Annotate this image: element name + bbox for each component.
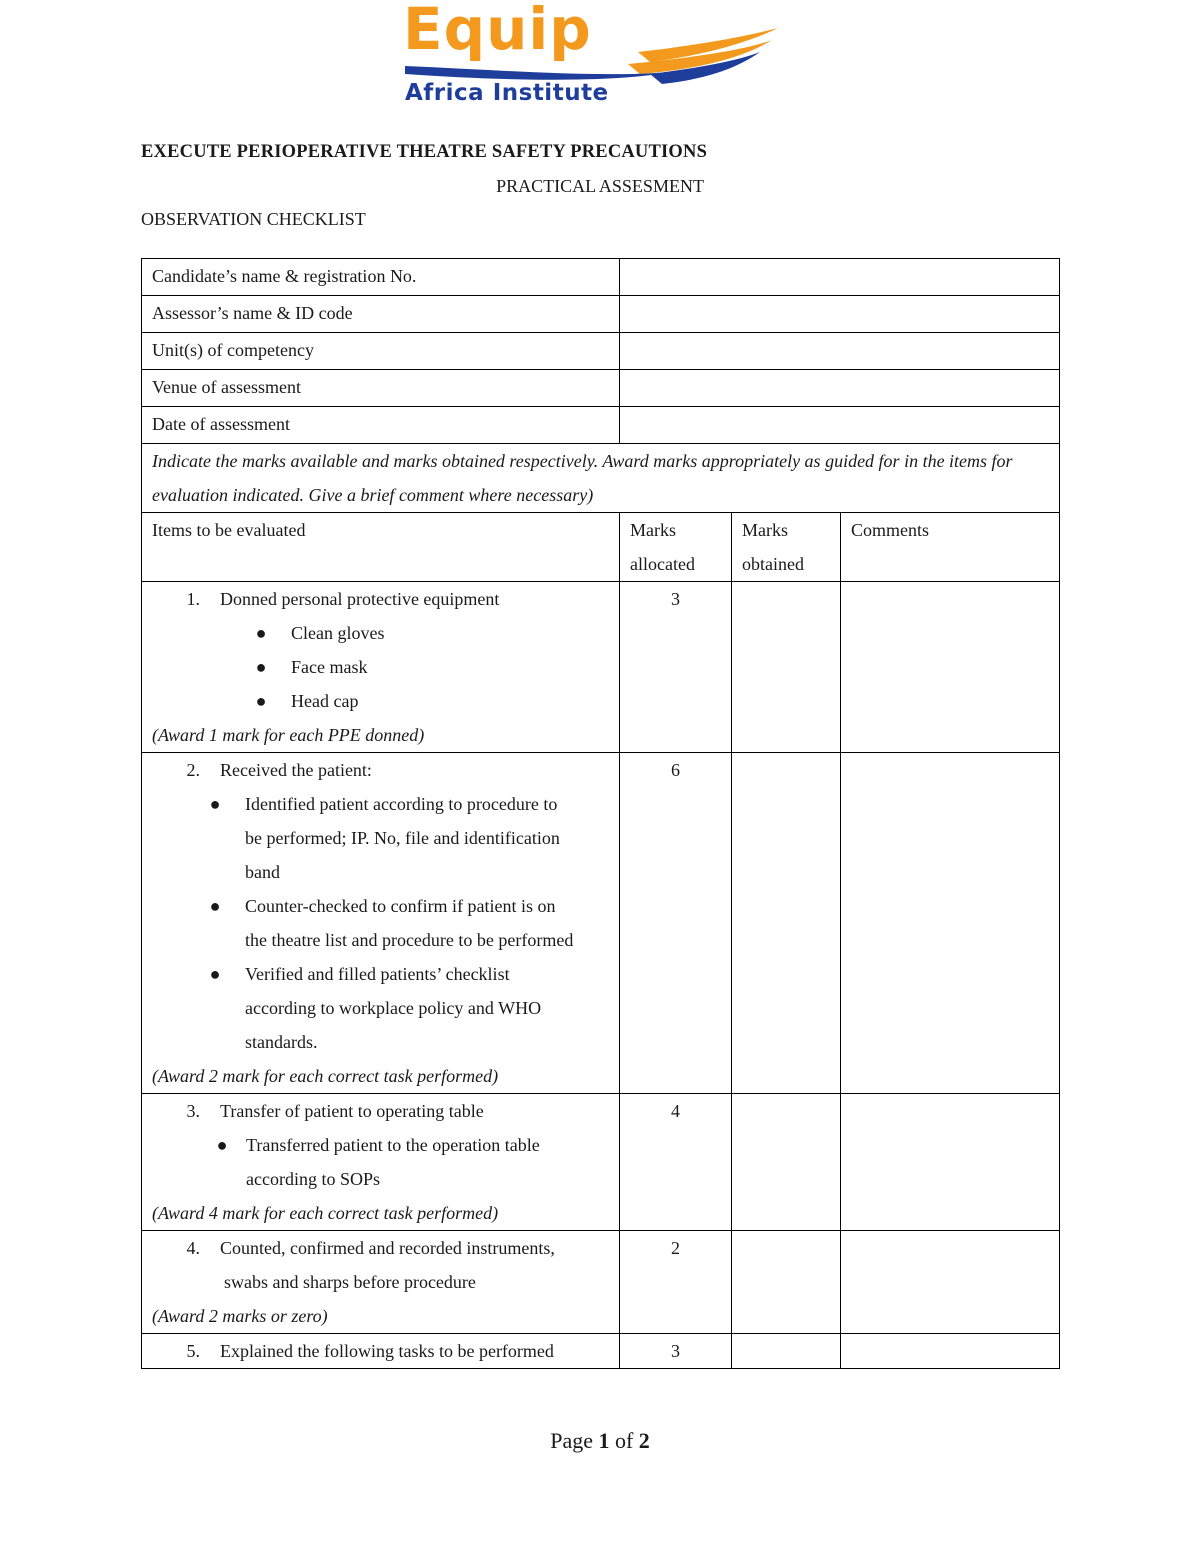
comments-cell[interactable] [841, 1231, 1060, 1334]
marks-obtained-cell[interactable] [732, 582, 841, 753]
bullet-text: standards. [245, 1032, 318, 1052]
item-number: 2. [186, 760, 200, 780]
marks-obtained-cell[interactable] [732, 1231, 841, 1334]
bullet-text: according to workplace policy and WHO [245, 998, 542, 1018]
header-allocated-line2: allocated [630, 554, 695, 574]
header-allocated-line1: Marks [630, 520, 676, 540]
bullet-icon: ● [216, 1135, 228, 1155]
bullet-icon: ● [209, 964, 221, 984]
marks-allocated-cell: 3 [620, 582, 732, 753]
bullet-icon: ● [255, 691, 267, 711]
item-row [142, 1231, 1060, 1334]
info-value-field[interactable] [620, 259, 1060, 296]
header-row [142, 513, 1060, 582]
item-row [142, 753, 1060, 1094]
item-description [142, 582, 620, 753]
item-title: Transfer of patient to operating table [220, 1101, 484, 1121]
marks-allocated-cell: 4 [620, 1094, 732, 1231]
info-value-field[interactable] [620, 370, 1060, 407]
bullet-text: Head cap [291, 691, 359, 711]
info-label: Venue of assessment [142, 370, 620, 407]
item-number: 4. [186, 1238, 200, 1258]
item-description [142, 1334, 620, 1369]
item-title: Explained the following tasks to be performed [220, 1341, 554, 1361]
award-note: (Award 2 marks or zero) [152, 1306, 328, 1326]
logo-subtitle: Africa Institute [405, 80, 609, 106]
bullet-text: Identified patient according to procedure to [245, 794, 558, 814]
item-title-continued: swabs and sharps before procedure [224, 1272, 476, 1292]
equip-logo [400, 0, 780, 106]
info-row-venue [142, 370, 1060, 407]
bullet-text: be performed; IP. No, file and identification [245, 828, 560, 848]
item-title: Received the patient: [220, 760, 372, 780]
page-total: 2 [638, 1428, 650, 1453]
header-items: Items to be evaluated [142, 513, 620, 582]
item-description [142, 1231, 620, 1334]
observation-checklist-table [141, 258, 1060, 1369]
page-number: 1 [598, 1428, 610, 1453]
award-note: (Award 1 mark for each PPE donned) [152, 725, 425, 745]
item-number: 5. [186, 1341, 200, 1361]
comments-cell[interactable] [841, 1334, 1060, 1369]
header-obtained-line2: obtained [742, 554, 804, 574]
bullet-text: the theatre list and procedure to be performed [245, 930, 574, 950]
item-number: 3. [186, 1101, 200, 1121]
item-description [142, 1094, 620, 1231]
item-number: 1. [186, 589, 200, 609]
bullet-text: Verified and filled patients’ checklist [245, 964, 510, 984]
info-row-candidate [142, 259, 1060, 296]
info-value-field[interactable] [620, 333, 1060, 370]
marks-obtained-cell[interactable] [732, 1334, 841, 1369]
item-row [142, 582, 1060, 753]
bullet-icon: ● [209, 896, 221, 916]
info-row-assessor [142, 296, 1060, 333]
item-row [142, 1094, 1060, 1231]
document-subtitle: PRACTICAL ASSESMENT [496, 176, 704, 196]
bullet-icon: ● [255, 657, 267, 677]
bullet-text: Clean gloves [291, 623, 385, 643]
checklist-label: OBSERVATION CHECKLIST [141, 209, 366, 229]
award-note: (Award 2 mark for each correct task performed) [152, 1066, 499, 1086]
item-title: Donned personal protective equipment [220, 589, 500, 609]
item-title: Counted, confirmed and recorded instruments, [220, 1238, 555, 1258]
logo-wordmark: Equip [403, 0, 592, 63]
item-row [142, 1334, 1060, 1369]
bullet-text: according to SOPs [246, 1169, 380, 1189]
info-label: Date of assessment [142, 407, 620, 444]
award-note: (Award 4 mark for each correct task performed) [152, 1203, 499, 1223]
bullet-icon: ● [209, 794, 221, 814]
marks-allocated-cell: 6 [620, 753, 732, 1094]
bullet-text: Counter-checked to confirm if patient is on [245, 896, 556, 916]
comments-cell[interactable] [841, 1094, 1060, 1231]
bullet-icon: ● [255, 623, 267, 643]
marks-allocated-cell: 2 [620, 1231, 732, 1334]
info-row-date [142, 407, 1060, 444]
page-footer [0, 1428, 1200, 1454]
instruction-text: Indicate the marks available and marks obtained respectively. Award marks appropriately as guided for in the items for evaluation indicated. Give a brief comment where necessary) [142, 444, 1060, 513]
bullet-text: Transferred patient to the operation table [246, 1135, 540, 1155]
header-marks-allocated [620, 513, 732, 582]
bullet-text: band [245, 862, 280, 882]
header-marks-obtained [732, 513, 841, 582]
info-value-field[interactable] [620, 296, 1060, 333]
marks-allocated-cell: 3 [620, 1334, 732, 1369]
marks-obtained-cell[interactable] [732, 1094, 841, 1231]
info-label: Candidate’s name & registration No. [142, 259, 620, 296]
item-description [142, 753, 620, 1094]
bullet-text: Face mask [291, 657, 368, 677]
instruction-row [142, 444, 1060, 513]
document-title: EXECUTE PERIOPERATIVE THEATRE SAFETY PRECAUTIONS [141, 142, 708, 162]
of-word: of [614, 1428, 634, 1453]
info-label: Unit(s) of competency [142, 333, 620, 370]
header-obtained-line1: Marks [742, 520, 788, 540]
header-comments: Comments [841, 513, 1060, 582]
info-value-field[interactable] [620, 407, 1060, 444]
comments-cell[interactable] [841, 753, 1060, 1094]
info-label: Assessor’s name & ID code [142, 296, 620, 333]
page-word: Page [550, 1428, 593, 1453]
info-row-unit [142, 333, 1060, 370]
comments-cell[interactable] [841, 582, 1060, 753]
marks-obtained-cell[interactable] [732, 753, 841, 1094]
